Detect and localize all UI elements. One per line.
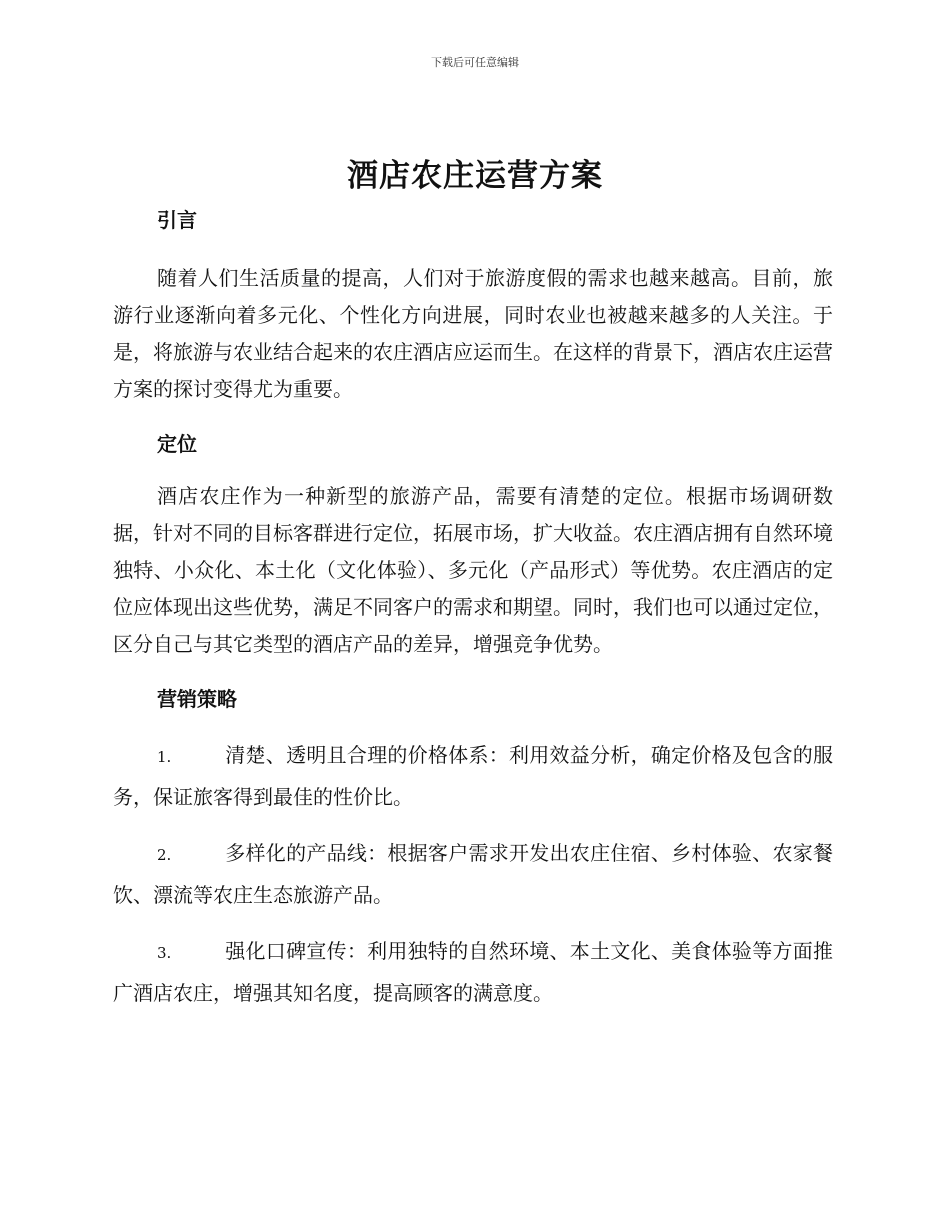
- document-title: 酒店农庄运营方案: [347, 158, 603, 194]
- list-number: 1.: [157, 748, 172, 766]
- list-item: [113, 735, 833, 817]
- positioning-paragraph: 酒店农庄作为一种新型的旅游产品，需要有清楚的定位。根据市场调研数据，针对不同的目标客群进行定位，拓展市场，扩大收益。农庄酒店拥有自然环境独特、小众化、本土化（文化体验）、多元化（产品形式）等优势。农庄酒店的定位应体现出这些优势，满足不同客户的需求和期望。同时，我们也可以通过定位，区分自己与其它类型的酒店产品的差异，增强竞争优势。: [113, 484, 833, 656]
- header-note: 下载后可任意编辑: [431, 56, 519, 69]
- list-item: [113, 931, 833, 1013]
- section-heading-marketing: 营销策略: [157, 687, 237, 711]
- document-body: [113, 200, 833, 1013]
- list-item-text: 清楚、透明且合理的价格体系：利用效益分析，确定价格及包含的服务，保证旅客得到最佳的性价比。: [113, 743, 833, 809]
- list-item-text: 多样化的产品线：根据客户需求开发出农庄住宿、乡村体验、农家餐饮、漂流等农庄生态旅游产品。: [113, 841, 833, 907]
- list-number: 3.: [157, 944, 172, 962]
- intro-paragraph: 随着人们生活质量的提高，人们对于旅游度假的需求也越来越高。目前，旅游行业逐渐向着多元化、个性化方向进展，同时农业也被越来越多的人关注。于是，将旅游与农业结合起来的农庄酒店应运而生。在这样的背景下，酒店农庄运营方案的探讨变得尤为重要。: [113, 266, 833, 401]
- list-item: [113, 833, 833, 915]
- list-number: 2.: [157, 846, 172, 864]
- section-heading-positioning: 定位: [157, 432, 197, 456]
- list-item-text: 强化口碑宣传：利用独特的自然环境、本土文化、美食体验等方面推广酒店农庄，增强其知名度，提高顾客的满意度。: [113, 939, 833, 1005]
- section-heading-intro: 引言: [157, 208, 197, 232]
